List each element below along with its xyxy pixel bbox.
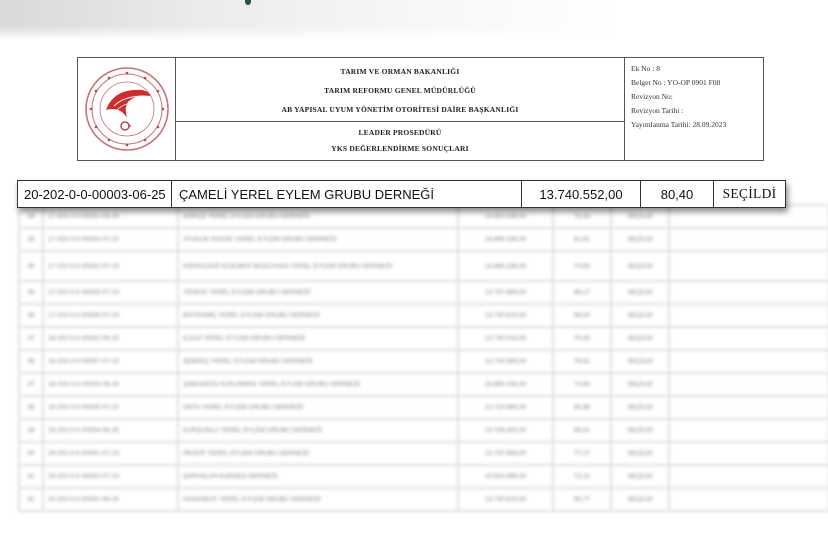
table-cell-empty xyxy=(669,327,828,350)
document-header xyxy=(77,57,764,161)
ministry-title: TARIM VE ORMAN BAKANLIĞI xyxy=(340,67,460,76)
table-cell-status: SEÇİLDİ xyxy=(611,228,669,251)
title-cell xyxy=(176,58,625,160)
table-row xyxy=(19,396,828,419)
table-row xyxy=(19,373,828,396)
table-cell-amount: 13.737.689,00 xyxy=(458,442,553,465)
table-cell-amount: 14.865.336,00 xyxy=(458,251,553,281)
table-cell-amount: 13.737.689,00 xyxy=(458,281,553,304)
highlighted-result-row xyxy=(17,180,786,208)
revizyon-no: Revizyon No: xyxy=(631,92,673,101)
table-cell-code: 19-202-0-0-00005-07-23 xyxy=(43,396,178,419)
evaluation-score: 80,40 xyxy=(641,181,714,207)
directorate-title: TARIM REFORMU GENEL MÜDÜRLÜĞÜ xyxy=(324,86,476,95)
table-cell-name: KURŞUNLU YEREL EYLEM GRUBU DERNEĞİ xyxy=(178,419,458,442)
table-cell-amount: 13.740.515,00 xyxy=(458,327,553,350)
table-cell-score: 65,86 xyxy=(553,396,611,419)
belge-no: Belget No : YO-OP 0901 F08 xyxy=(631,78,721,87)
table-row xyxy=(19,205,828,228)
table-cell-status: SEÇİLDİ xyxy=(611,442,669,465)
table-cell-no: 39 xyxy=(19,419,43,442)
revizyon-tarihi: Revizyon Tarihi : xyxy=(631,106,684,115)
table-cell-code: 19-202-0-0-00004-06-25 xyxy=(43,419,178,442)
project-code: 20-202-0-0-00003-06-25 xyxy=(18,181,172,207)
table-row xyxy=(19,465,828,488)
table-cell-empty xyxy=(669,281,828,304)
table-cell-no: 42 xyxy=(19,488,43,511)
table-cell-amount: 14.800.336,00 xyxy=(458,205,553,228)
table-cell-status: SEÇİLDİ xyxy=(611,350,669,373)
table-cell-no: 35 xyxy=(19,251,43,281)
table-cell-status: SEÇİLDİ xyxy=(611,373,669,396)
table-cell-no: 36 xyxy=(19,304,43,327)
top-background-shade xyxy=(0,0,828,40)
table-cell-status: SEÇİLDİ xyxy=(611,419,669,442)
table-cell-name: ÖKSÜP YEREL EYLEM GRUBU DERNEĞİ xyxy=(178,442,458,465)
table-cell-code: 17-202-0-0-00002-07-23 xyxy=(43,251,178,281)
table-cell-amount: 14.865.336,00 xyxy=(458,228,553,251)
table-row xyxy=(19,442,828,465)
table-cell-empty xyxy=(669,205,828,228)
table-cell-name: YENİCE YEREL EYLEM GRUBU DERNEĞİ xyxy=(178,281,458,304)
table-row xyxy=(19,304,828,327)
table-cell-status: SEÇİLDİ xyxy=(611,488,669,511)
logo-cell xyxy=(78,58,176,160)
table-cell-score: 73,33 xyxy=(553,205,611,228)
table-cell-status: SEÇİLDİ xyxy=(611,251,669,281)
table-row xyxy=(19,281,828,304)
table-cell-code: 18-202-0-0-00007-07-23 xyxy=(43,350,178,373)
table-cell-name: GÖNÜLDAĞ ECEABAT BOZCAADA YEREL EYLEM GRUBU DERNEĞİ xyxy=(178,251,458,281)
table-cell-amount: 13.740.515,00 xyxy=(458,304,553,327)
table-cell-empty xyxy=(669,465,828,488)
table-cell-code: 17-202-0-0-00001-06-25 xyxy=(43,205,178,228)
table-cell-no: 40 xyxy=(19,442,43,465)
table-cell-name: ŞAPHALAN KARDEŞ DERNEĞİ xyxy=(178,465,458,488)
table-cell-empty xyxy=(669,419,828,442)
table-cell-score: 75,40 xyxy=(553,327,611,350)
table-cell-score: 76,61 xyxy=(553,350,611,373)
table-cell-code: 17-202-0-0-00003-07-23 xyxy=(43,281,178,304)
table-cell-code: 18-202-0-0-00002-06-25 xyxy=(43,327,178,350)
table-cell-score: 81,61 xyxy=(553,228,611,251)
table-cell-name: ŞABANÖZÜ KIZILIRMAK YEREL EYLEM GRUBU DERNEĞİ xyxy=(178,373,458,396)
table-cell-no: 33 xyxy=(19,205,43,228)
table-cell-name: ŞEBKEÇ YEREL EYLEM GRUBU DERNEĞİ xyxy=(178,350,458,373)
table-cell-name: HASANKAT YEREL EYLEM GRUBU DERNEĞİ xyxy=(178,488,458,511)
table-cell-code: 17-202-0-0-00004-07-23 xyxy=(43,228,178,251)
table-row xyxy=(19,251,828,281)
table-cell-name: ORTA YEREL EYLEM GRUBU DERNEĞİ xyxy=(178,396,458,419)
table-cell-status: SEÇİLDİ xyxy=(611,396,669,419)
table-cell-name: GÖKÇE YEREL EYLEM GRUBU DERNEĞİ xyxy=(178,205,458,228)
table-row xyxy=(19,350,828,373)
table-cell-empty xyxy=(669,373,828,396)
table-cell-code: 19-202-0-0-00001-07-23 xyxy=(43,442,178,465)
document-meta xyxy=(625,58,763,160)
table-cell-code: 18-202-0-0-00003-06-25 xyxy=(43,373,178,396)
table-cell-empty xyxy=(669,304,828,327)
blurred-results-table xyxy=(18,204,828,512)
table-cell-no: 36 xyxy=(19,350,43,373)
table-cell-name: BAYRAMİÇ YEREL EYLEM GRUBU DERNEĞİ xyxy=(178,304,458,327)
table-cell-code: 17-202-0-0-00006-07-23 xyxy=(43,304,178,327)
subject-title: YKS DEĞERLENDİRME SONUÇLARI xyxy=(331,143,469,153)
table-cell-score: 73,60 xyxy=(553,251,611,281)
ek-no: Ek No : 8 xyxy=(631,64,660,73)
table-cell-score: 68,17 xyxy=(553,281,611,304)
table-cell-no: 35 xyxy=(19,281,43,304)
table-cell-empty xyxy=(669,396,828,419)
table-cell-empty xyxy=(669,488,828,511)
grant-amount: 13.740.552,00 xyxy=(522,181,641,207)
table-cell-score: 73,21 xyxy=(553,465,611,488)
selection-status: SEÇİLDİ xyxy=(722,186,777,201)
table-cell-amount: 13.726.990,00 xyxy=(458,350,553,373)
table-cell-amount: 14.865.336,00 xyxy=(458,373,553,396)
table-cell-no: 37 xyxy=(19,373,43,396)
table-cell-amount: 10.620.095,00 xyxy=(458,465,553,488)
table-cell-no: 38 xyxy=(19,396,43,419)
table-cell-amount: 13.706.405,00 xyxy=(458,419,553,442)
table-cell-status: SEÇİLDİ xyxy=(611,327,669,350)
table-row xyxy=(19,228,828,251)
table-cell-score: 68,00 xyxy=(553,304,611,327)
table-cell-status: SEÇİLDİ xyxy=(611,205,669,228)
table-cell-code: 20-202-0-0-00001-06-25 xyxy=(43,488,178,511)
table-cell-status: SEÇİLDİ xyxy=(611,281,669,304)
table-cell-score: 66,51 xyxy=(553,419,611,442)
department-title: AB YAPISAL UYUM YÖNETİM OTORİTESİ DAİRE BAŞKANLIĞI xyxy=(281,105,519,114)
table-cell-status: SEÇİLDİ xyxy=(611,465,669,488)
table-cell-no: 37 xyxy=(19,327,43,350)
table-cell-amount: 13.740.515,00 xyxy=(458,488,553,511)
table-cell-no: 41 xyxy=(19,465,43,488)
table-cell-score: 77,27 xyxy=(553,442,611,465)
table-cell-name: ILGAZ YEREL EYLEM GRUBU DERNEĞİ xyxy=(178,327,458,350)
table-row xyxy=(19,419,828,442)
table-cell-empty xyxy=(669,251,828,281)
association-name: ÇAMELİ YEREL EYLEM GRUBU DERNEĞİ xyxy=(172,181,522,207)
table-cell-status: SEÇİLDİ xyxy=(611,304,669,327)
procedure-title: LEADER PROSEDÜRÜ xyxy=(358,127,442,137)
table-cell-empty xyxy=(669,442,828,465)
yayimlanma-tarihi: Yayımlanma Tarihi: 28.09.2023 xyxy=(631,120,727,129)
table-cell-empty xyxy=(669,350,828,373)
table-cell-amount: 13.710.895,00 xyxy=(458,396,553,419)
table-cell-empty xyxy=(669,228,828,251)
table-cell-score: 73,60 xyxy=(553,373,611,396)
table-cell-score: 65,77 xyxy=(553,488,611,511)
ministry-seal-icon xyxy=(84,66,170,152)
table-cell-name: AYVALIK KOZAK YEREL EYLEM GRUBU DERNEĞİ xyxy=(178,228,458,251)
table-cell-code: 19-202-0-0-00002-07-23 xyxy=(43,465,178,488)
table-cell-no: 34 xyxy=(19,228,43,251)
table-row xyxy=(19,488,828,511)
table-row xyxy=(19,327,828,350)
